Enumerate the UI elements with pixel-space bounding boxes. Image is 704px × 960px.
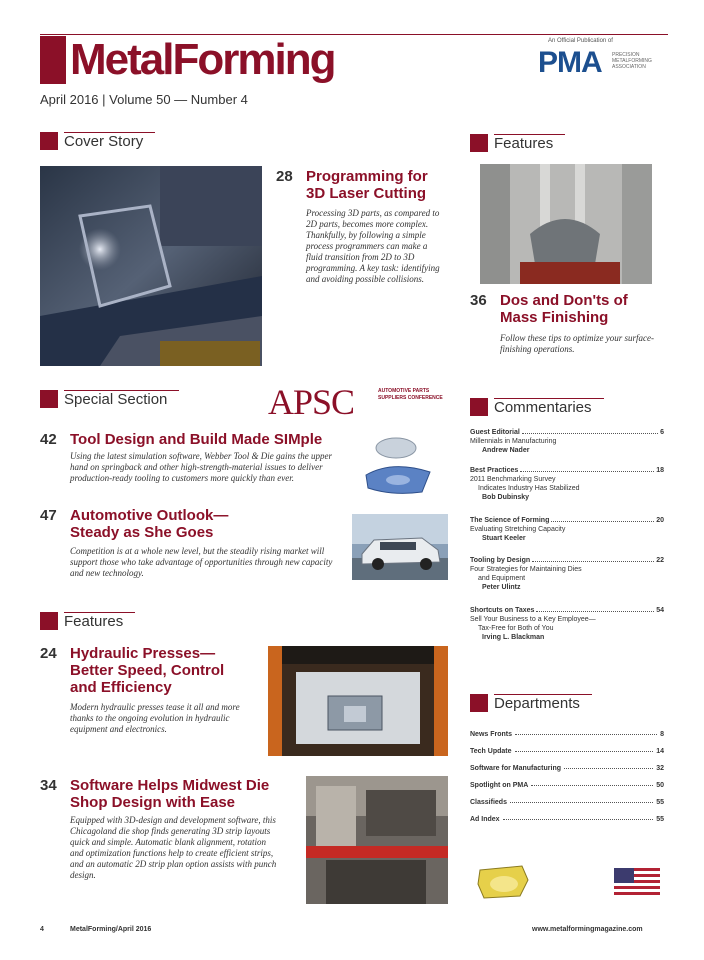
commentary-line: Sell Your Business to a Key Employee— — [470, 616, 596, 623]
special-article-2-page: 47 — [40, 507, 57, 524]
commentary-item[interactable] — [470, 466, 664, 502]
feature-2-desc: Equipped with 3D-design and development software, this Chicagoland die shop finds generating 3D strip layouts quick and simple. Automatic blank alignment, rotation and optimization functions help to create efficient strips, and an automatic 2D strip plan option assists with punch design. — [70, 815, 277, 880]
section-marker — [470, 134, 488, 152]
issue-line: April 2016 | Volume 50 — Number 4 — [40, 92, 248, 107]
commentary-author: Peter Ulintz — [482, 584, 521, 591]
cover-photo — [40, 166, 262, 366]
commentary-item[interactable] — [470, 556, 664, 592]
us-flag-icon — [614, 868, 660, 898]
automotive-photo — [352, 514, 448, 580]
commentary-line: Four Strategies for Maintaining Dies — [470, 566, 582, 573]
department-item[interactable]: Software for Manufacturing 32 — [470, 765, 664, 772]
section-marker — [470, 694, 488, 712]
hydraulic-press-photo — [268, 646, 448, 756]
commentary-author: Bob Dubinsky — [482, 494, 530, 501]
commentary-page: 20 — [656, 517, 664, 524]
cover-story-desc: Processing 3D parts, as compared to 2D parts, becomes more complex. Thankfully, by following a simple process programmers can make a fluid transition from 2D to 3D programming. A key task: identifying and avoiding possible collisions. — [306, 208, 440, 284]
commentary-line: Millennials in Manufacturing — [470, 438, 557, 445]
apsc-logo: APSC — [268, 382, 355, 422]
special-article-1-title[interactable]: Tool Design and Build Made SIMple — [70, 431, 323, 448]
department-item[interactable]: Tech Update 14 — [470, 748, 664, 755]
features-header: Features — [40, 610, 135, 632]
tool-design-image — [352, 430, 448, 500]
mass-finishing-photo — [480, 164, 652, 284]
section-marker — [470, 398, 488, 416]
commentary-author: Andrew Nader — [482, 447, 530, 454]
magazine-logo: MetalForming — [70, 35, 335, 84]
section-marker — [40, 390, 58, 408]
department-item[interactable]: News Fronts 8 — [470, 731, 664, 738]
commentary-heading: The Science of Forming — [470, 517, 550, 524]
department-item[interactable]: Ad Index 55 — [470, 816, 664, 823]
special-article-2-desc: Competition is at a whole new level, but the steadily rising market will support those who take advantage of opportunities through new capacity and new technology. — [70, 546, 333, 578]
special-article-1-page: 42 — [40, 431, 57, 448]
feature-1-desc: Modern hydraulic presses tease it all and more thanks to the ongoing evolution in hydraulic equipment and electronics. — [70, 702, 240, 734]
special-section-header: Special Section — [40, 388, 179, 410]
commentary-line: and Equipment — [478, 575, 526, 582]
feature-1-page: 24 — [40, 645, 57, 662]
cover-story-page: 28 — [276, 168, 293, 185]
features-right-title[interactable]: Dos and Don'ts of Mass Finishing — [500, 292, 628, 326]
special-article-2-title[interactable]: Automotive Outlook— Steady as She Goes — [70, 507, 229, 541]
cover-story-title[interactable]: Programming for 3D Laser Cutting — [306, 168, 428, 202]
commentary-author: Stuart Keeler — [482, 535, 526, 542]
commentaries-header: Commentaries — [470, 396, 604, 418]
commentary-line: Evaluating Stretching Capacity — [470, 526, 566, 533]
commentary-page: 6 — [660, 429, 664, 436]
features-right-header: Features — [470, 132, 565, 154]
commentary-heading: Tooling by Design — [470, 557, 531, 564]
pma-tagline: An Official Publication of — [548, 38, 613, 44]
feature-2-title[interactable]: Software Helps Midwest Die Shop Design with Ease — [70, 777, 270, 811]
pma-subtitle: PRECISION METALFORMING ASSOCIATION — [612, 52, 652, 70]
footer-url[interactable]: www.metalformingmagazine.com — [532, 926, 643, 933]
commentary-page: 54 — [656, 607, 664, 614]
commentary-item[interactable] — [470, 606, 664, 642]
cover-story-header: Cover Story — [40, 130, 155, 152]
logo-block — [40, 36, 66, 84]
feature-2-page: 34 — [40, 777, 57, 794]
commentary-heading: Shortcuts on Taxes — [470, 607, 535, 614]
section-marker — [40, 132, 58, 150]
department-item[interactable]: Classifieds 55 — [470, 799, 664, 806]
department-item[interactable]: Spotlight on PMA 50 — [470, 782, 664, 789]
features-right-desc: Follow these tips to optimize your surface-finishing operations. — [500, 333, 654, 354]
departments-list — [470, 726, 664, 828]
commentary-page: 22 — [656, 557, 664, 564]
page-number: 4 — [40, 926, 44, 933]
commentary-line: Indicates Industry Has Stabilized — [478, 485, 580, 492]
commentary-author: Irving L. Blackman — [482, 634, 545, 641]
section-marker — [40, 612, 58, 630]
state-map-badge — [474, 862, 534, 902]
feature-1-title[interactable]: Hydraulic Presses— Better Speed, Control and Efficiency — [70, 645, 225, 696]
features-right-page: 36 — [470, 292, 487, 309]
die-shop-photo — [306, 776, 448, 904]
commentary-item[interactable] — [470, 516, 664, 543]
commentary-heading: Guest Editorial — [470, 429, 520, 436]
departments-header: Departments — [470, 692, 592, 714]
commentary-heading: Best Practices — [470, 467, 519, 474]
apsc-subtitle: AUTOMOTIVE PARTS SUPPLIERS CONFERENCE — [378, 388, 443, 401]
special-article-1-desc: Using the latest simulation software, Webber Tool & Die gains the upper hand on springback and other high-strength-material issues to deliver production-ready tooling to customers more quickly than ever. — [70, 451, 333, 483]
commentary-line: 2011 Benchmarking Survey — [470, 476, 556, 483]
commentary-page: 18 — [656, 467, 664, 474]
commentary-line: Tax-Free for Both of You — [478, 625, 554, 632]
commentary-item[interactable] — [470, 428, 664, 455]
pma-logo: PMA — [538, 46, 602, 79]
footer-left: MetalForming/April 2016 — [70, 926, 152, 933]
